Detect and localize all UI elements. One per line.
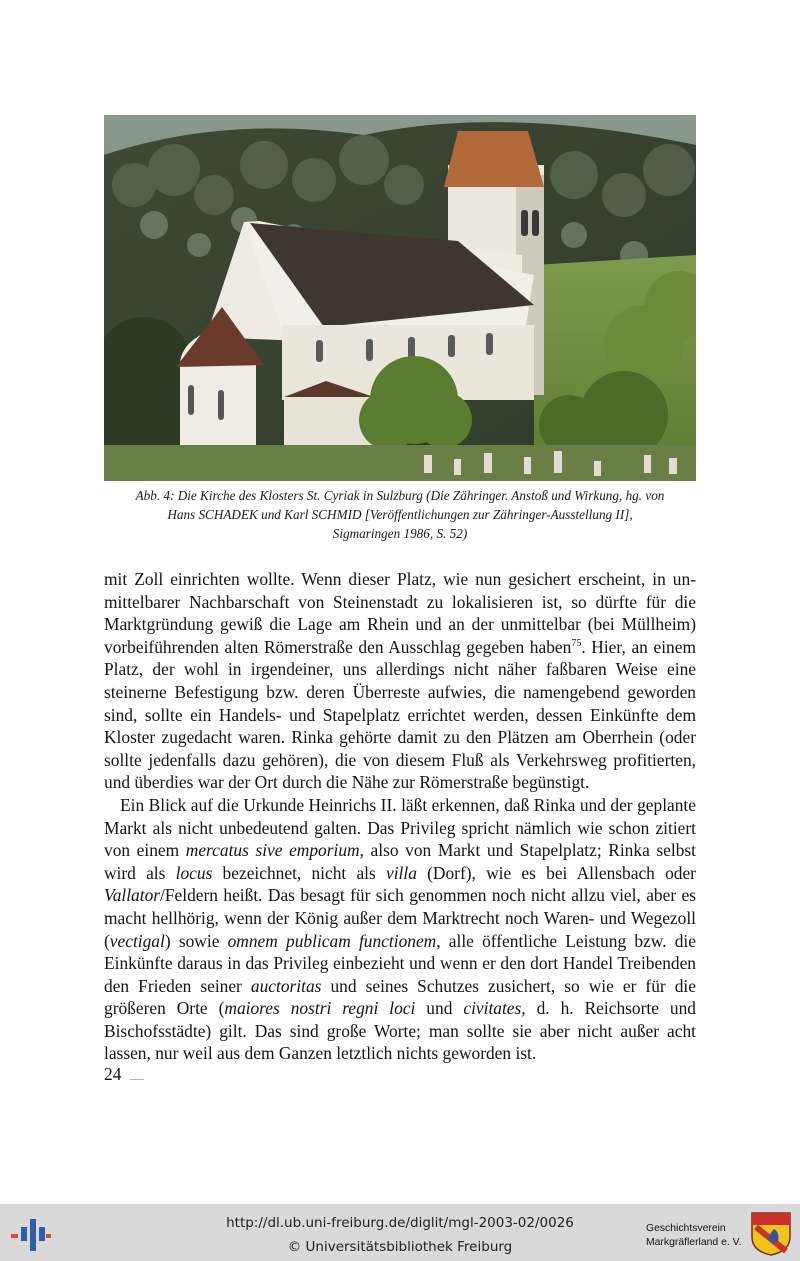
italic-term: vectigal xyxy=(109,930,165,951)
paragraph xyxy=(104,794,696,1065)
italic-term: Vallator xyxy=(104,885,161,906)
italic-term: maiores nostri regni loci xyxy=(224,998,416,1019)
text-run: und seines Schutzes zusichert, so wie er für die größeren Orte ( xyxy=(104,975,696,1019)
coat-of-arms-icon xyxy=(750,1211,792,1257)
document-url[interactable]: http://dl.ub.uni-freiburg.de/diglit/mgl-2003-02/0026 xyxy=(226,1215,574,1231)
text-run: , d. h. Reichsorte und Bischofsstädte) gilt. Das sind große Worte; man sollte sie aber nicht außer acht lassen, nur weil aus dem Ganzen letztlich nichts geworden ist. xyxy=(104,998,696,1064)
italic-term: omnem publicam functionem xyxy=(227,930,437,951)
caption-line: Sigmaringen 1986, S. 52) xyxy=(332,526,468,541)
society-name xyxy=(646,1222,750,1250)
caption-line: Abb. 4: Die Kirche des Klosters St. Cyriak in Sulzburg (Die Zähringer. Anstoß und Wirkung, hg. von xyxy=(135,488,665,503)
text-run: . Hier, an einem Platz, der wohl in irgendeiner, uns allerdings nicht näher faßbaren Weise eine steinerne Befestigung bzw. deren Überreste aufwies, die namengebend geworden sind, sollte ein Handels- und Stapelplatz errichtet werden, dessen Einkünfte dem Kloster zugedacht waren. Rinka gehörte damit zu den Plätzen am Oberrhein (oder sollte jedenfalls dazu gehören), die von diesem Fluß als Verkehrsweg profitierten, und überdies war der Ort durch die Nähe zur Römerstraße begünstigt. xyxy=(104,636,696,793)
society-line: Markgräflerland e. V. xyxy=(646,1237,742,1248)
body-text xyxy=(104,568,696,1065)
italic-term: villa xyxy=(385,862,417,883)
text-run: bezeichnet, nicht als xyxy=(212,862,386,883)
italic-term: civitates xyxy=(463,998,522,1019)
society-line: Geschichtsverein xyxy=(646,1223,726,1234)
footer-bar xyxy=(0,1204,800,1261)
paragraph xyxy=(104,568,696,794)
text-run: (Dorf), wie es bei Allensbach oder xyxy=(416,862,696,883)
text-run: /Feldern heißt. Das besagt für sich genommen noch nicht allzu viel, aber es macht hellhörig, wenn der König außer dem Marktrecht noch Waren- und Wegezoll ( xyxy=(104,885,696,951)
figure-caption xyxy=(104,486,696,543)
footnote-reference: 75 xyxy=(571,637,582,649)
text-run: , also von Markt und Stapelplatz; Rinka selbst wird als xyxy=(104,840,696,883)
italic-term: locus xyxy=(175,862,213,883)
italic-term: auctoritas xyxy=(250,975,322,996)
copyright-notice: © Universitätsbibliothek Freiburg xyxy=(287,1239,513,1255)
text-run: mit Zoll einrichten wollte. Wenn dieser Platz, wie nun gesichert erscheint, in unmittelbarer Nachbarschaft von Steinenstadt zu lokalisieren ist, so dürfte für die Marktgründung gewiß die Lage am Rhein und an der unmittelbar (bei Müllheim) vorbeiführenden alten Römerstraße den Ausschlag gegeben haben xyxy=(104,569,696,657)
text-run: und xyxy=(415,998,464,1019)
text-run: ) sowie xyxy=(164,930,228,951)
text-run: Ein Blick auf die Urkunde Heinrichs II. läßt erkennen, daß Rinka und der geplante Markt als nicht unbedeutend galten. Das Privileg spricht nämlich wie schon zitiert von einem xyxy=(104,794,696,861)
church-photo xyxy=(104,115,696,481)
text-run: , alle öffentliche Leistung bzw. die Einkünfte daraus in das Privileg einbezieht und wenn er den dort Handel Treibenden den Frieden seiner xyxy=(104,930,696,996)
page-number-rule xyxy=(130,1079,144,1080)
caption-line: Hans SCHADEK und Karl SCHMID [Veröffentlichungen zur Zähringer-Ausstellung II], xyxy=(167,507,633,522)
page-number: 24 xyxy=(104,1064,122,1084)
italic-term: mercatus sive emporium xyxy=(185,840,360,861)
